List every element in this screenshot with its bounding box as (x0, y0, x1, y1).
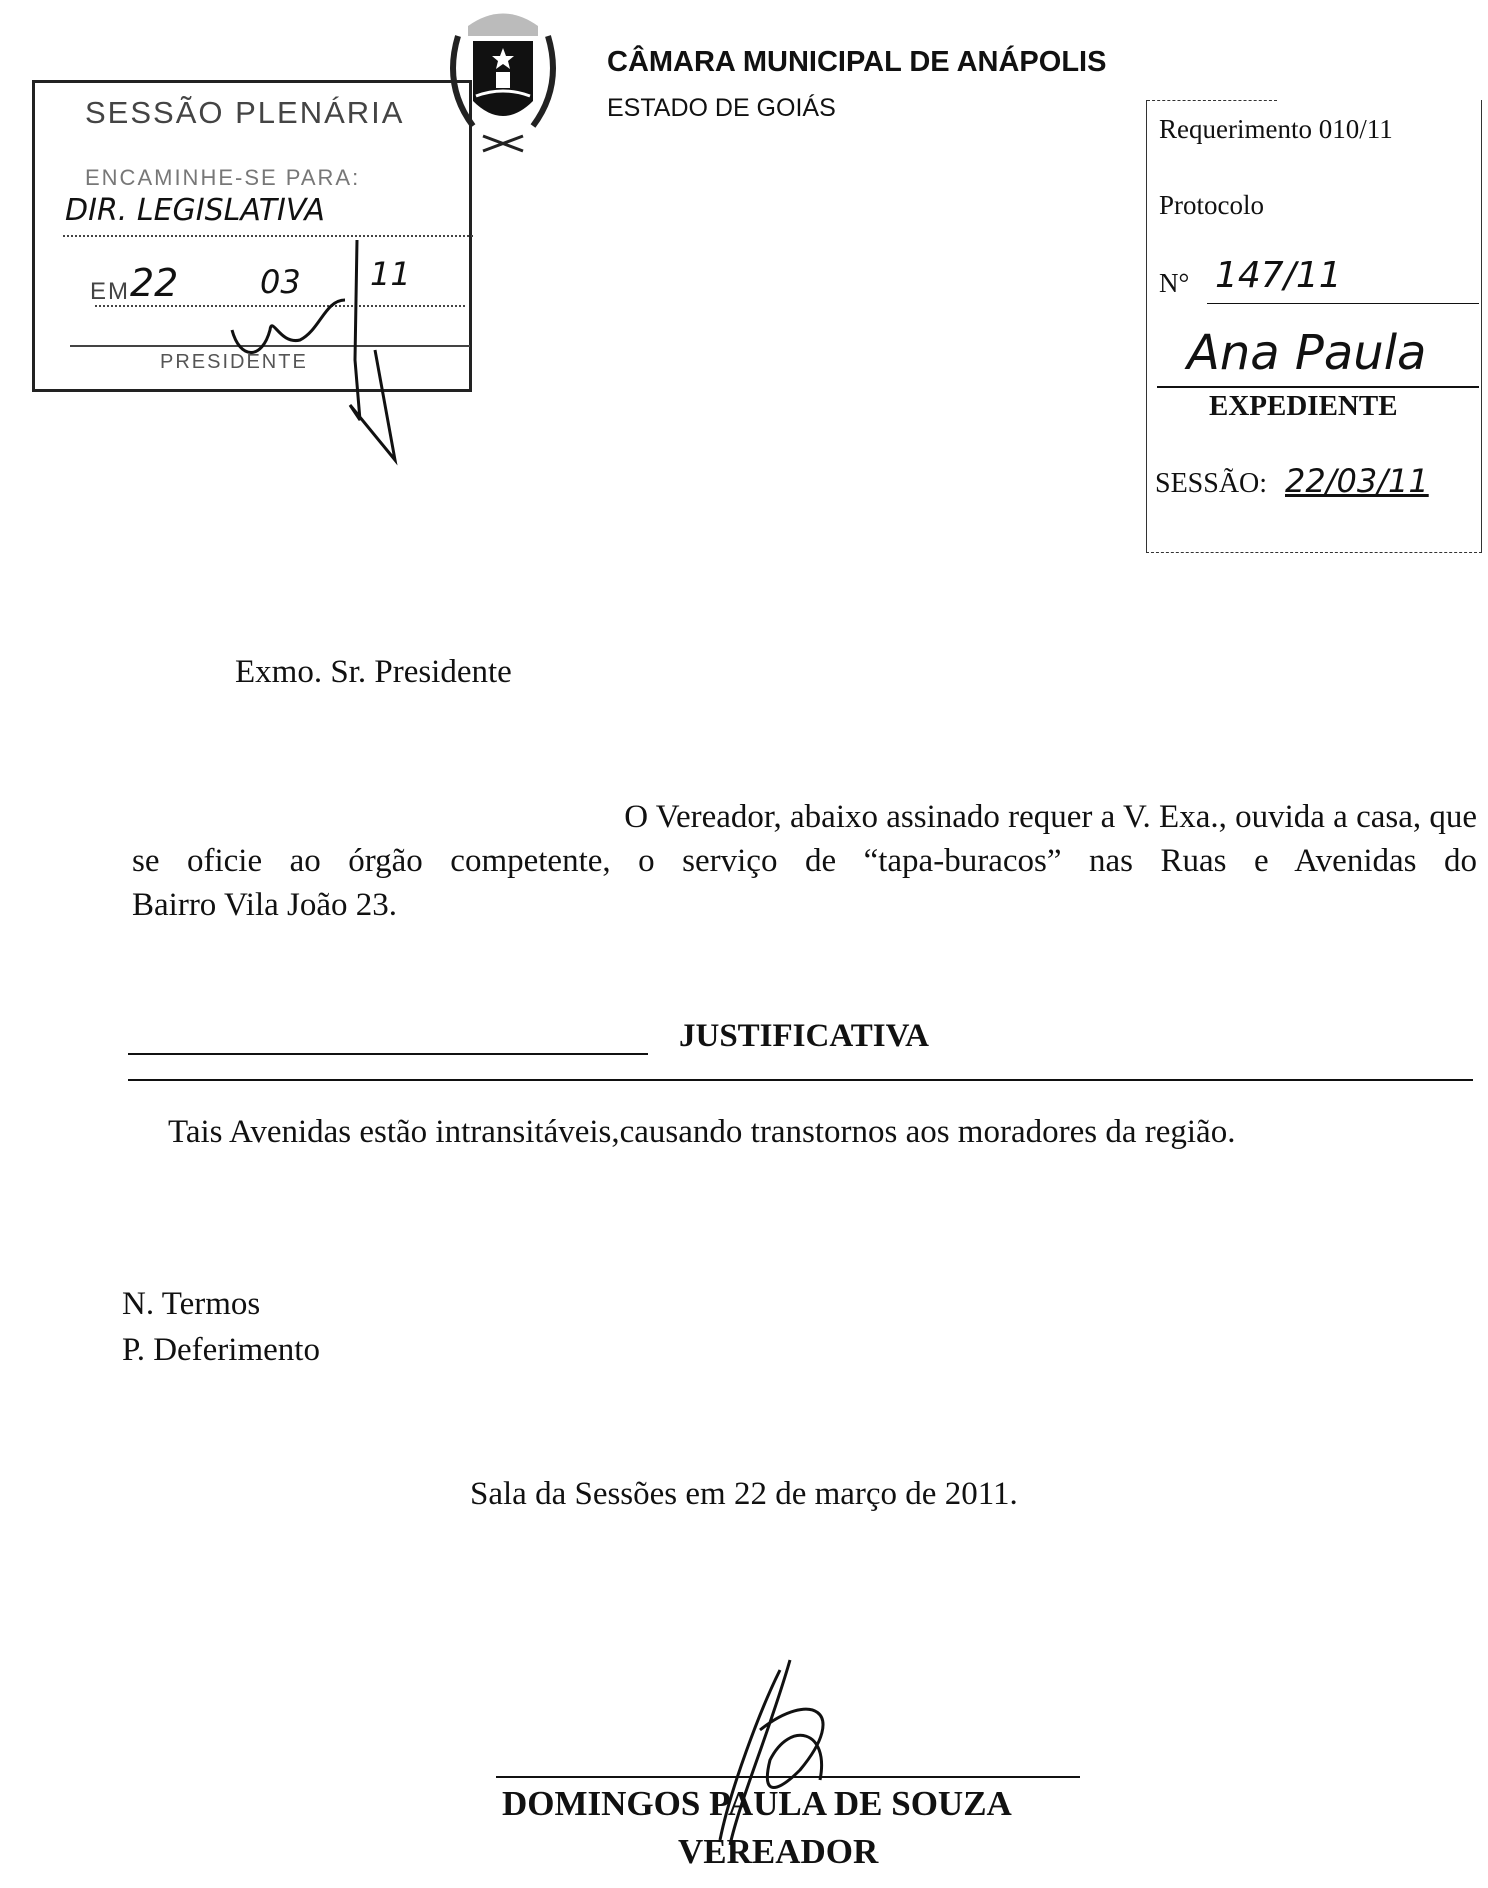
divider (128, 1079, 1473, 1081)
paragraph-line: O Vereador, abaixo assinado requer a V. Exa., ouvida a casa, que (624, 799, 1477, 835)
stamp-date-month: 03 (260, 263, 301, 301)
signature-line (496, 1776, 1080, 1778)
numero-value: 147/11 (1215, 255, 1342, 296)
protocolo-label: Protocolo (1159, 190, 1264, 220)
justificativa-text: Tais Avenidas estão intransitáveis,causando transtornos aos moradores da região. (168, 1114, 1236, 1150)
box-top-line (1147, 100, 1277, 101)
expediente-label: EXPEDIENTE (1209, 390, 1398, 422)
request-paragraph (132, 795, 1477, 927)
institution-subtitle: ESTADO DE GOIÁS (607, 94, 836, 122)
paragraph-line: Bairro Vila João 23. (132, 887, 398, 923)
stamp-date-label: EM (90, 278, 130, 305)
stamp-send-value: DIR. LEGISLATIVA (65, 193, 325, 228)
stamp-send-label: ENCAMINHE-SE PARA: (85, 165, 361, 190)
place-date: Sala da Sessões em 22 de março de 2011. (470, 1476, 1018, 1512)
closing-deferimento: P. Deferimento (122, 1332, 320, 1368)
signature-line (1157, 386, 1479, 388)
institution-title: CÂMARA MUNICIPAL DE ANÁPOLIS (607, 46, 1107, 78)
numero-label: N° (1159, 268, 1190, 298)
requerimento-number: Requerimento 010/11 (1159, 114, 1393, 144)
salutation: Exmo. Sr. Presidente (235, 654, 512, 690)
closing-termos: N. Termos (122, 1286, 261, 1322)
expediente-signature: Ana Paula (1187, 325, 1427, 381)
justificativa-title: JUSTIFICATIVA (678, 1018, 929, 1054)
protocol-box (1146, 100, 1482, 553)
signer-role: VEREADOR (678, 1832, 879, 1871)
divider (128, 1053, 648, 1055)
coat-of-arms-icon (438, 6, 568, 156)
stamp-date-year: 11 (370, 255, 411, 293)
stamp-title: SESSÃO PLENÁRIA (85, 95, 405, 130)
stamp-signer-label: PRESIDENTE (160, 351, 308, 373)
stamp-date-day: 22 (130, 261, 179, 305)
paragraph-line: se oficie ao órgão competente, o serviço de “tapa-buracos” nas Ruas e Avenidas do (132, 843, 1477, 879)
signer-name: DOMINGOS PAULA DE SOUZA (502, 1784, 1012, 1823)
numero-line (1207, 303, 1479, 304)
sessao-label: SESSÃO: (1155, 468, 1268, 499)
sessao-value: 22/03/11 (1285, 462, 1429, 500)
